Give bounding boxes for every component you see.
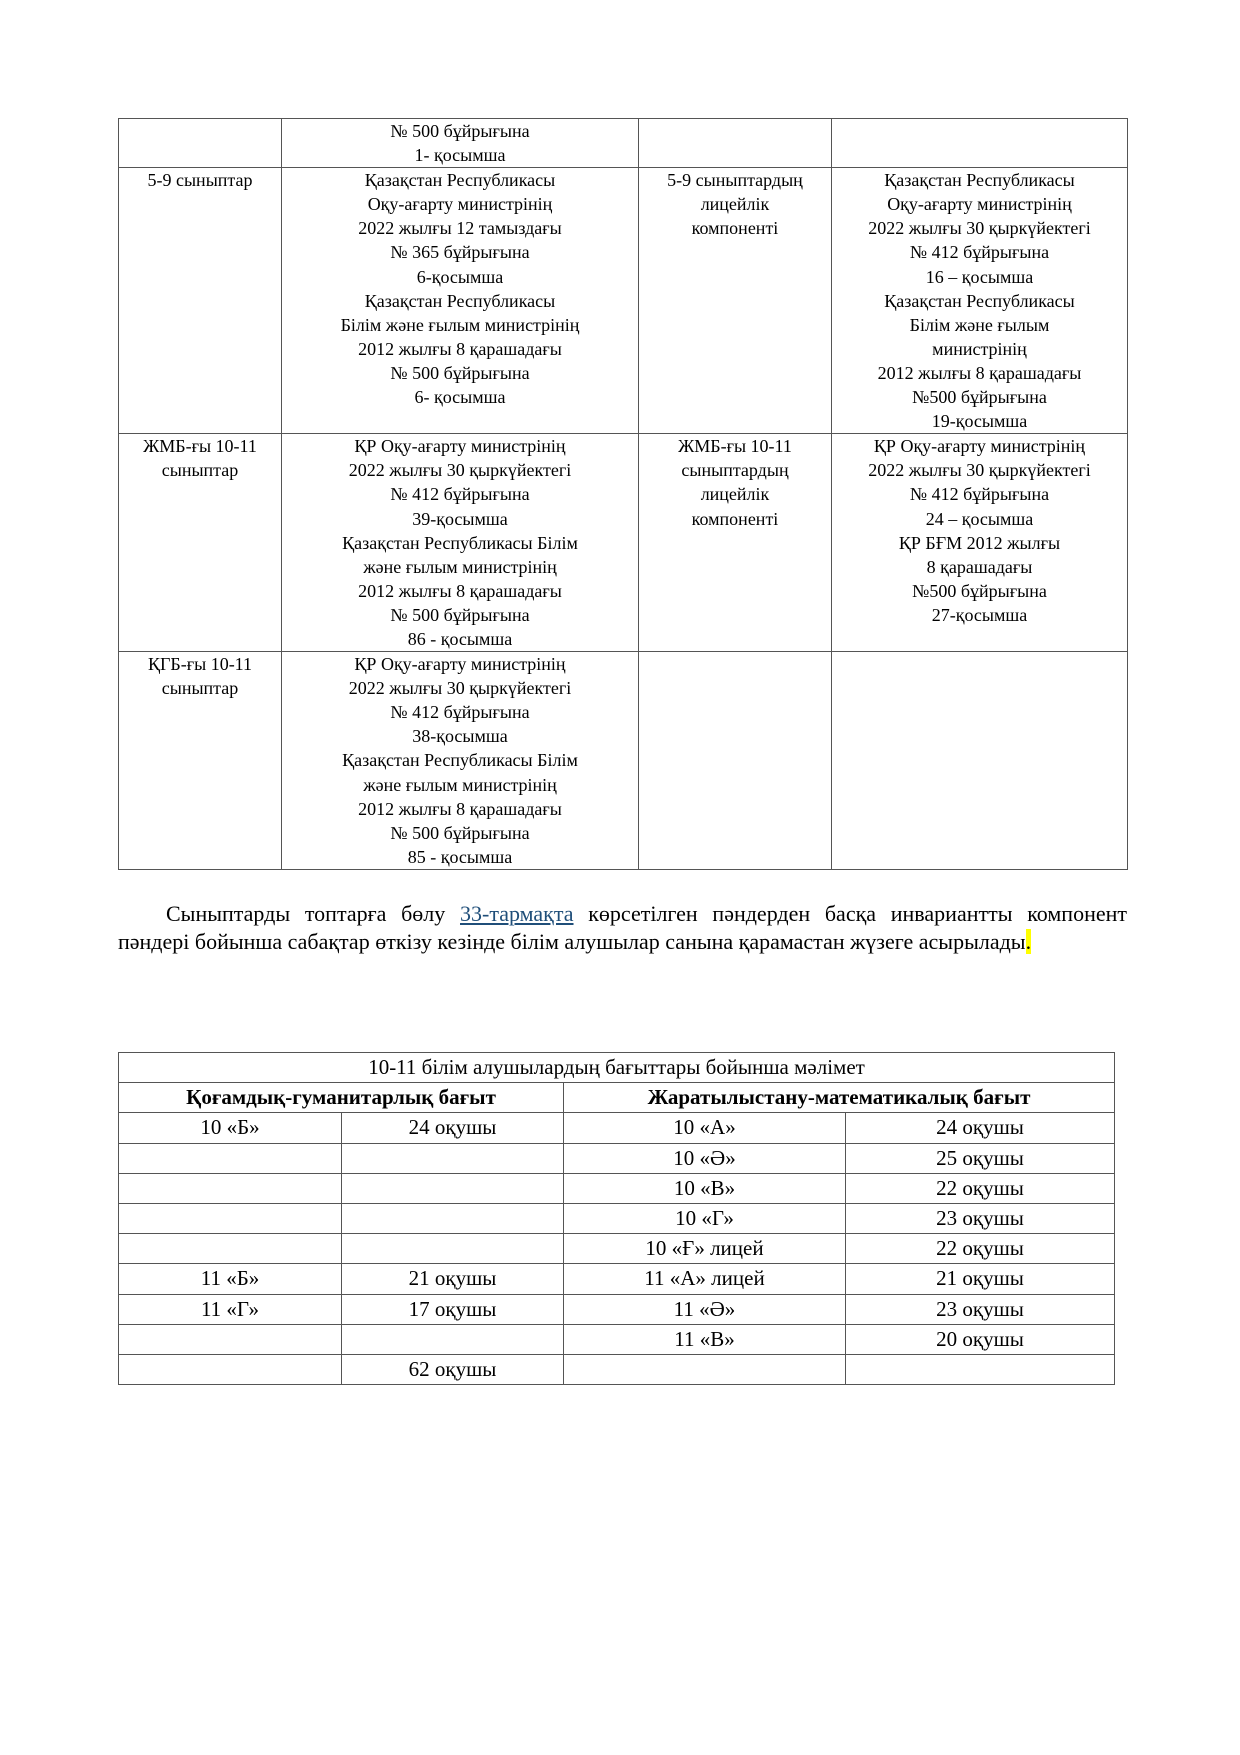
cell-line: № 412 бұйрығына xyxy=(909,242,1050,263)
table-cell: 10 «Б» xyxy=(119,1113,342,1143)
cell-line: ҚР Оқу-ағарту министрінің xyxy=(873,436,1086,457)
table-cell: 25 оқушы xyxy=(846,1143,1115,1173)
table-cell xyxy=(564,1355,846,1385)
cell-line: лицейлік xyxy=(700,484,770,505)
table-row xyxy=(119,1143,1115,1173)
regulations-table xyxy=(118,118,1128,870)
table-cell xyxy=(832,168,1128,434)
cell-line: Білім және ғылым министрінің xyxy=(340,314,580,335)
table-cell xyxy=(119,168,282,434)
cell-line: ЖМБ-ғы 10-11 xyxy=(678,436,792,457)
cell-line: ҚР Оқу-ағарту министрінің xyxy=(354,654,566,675)
cell-line: 6-қосымша xyxy=(416,266,504,287)
header-humanities: Қоғамдық-гуманитарлық бағыт xyxy=(119,1083,564,1113)
cell-line: 6- қосымша xyxy=(414,387,506,408)
table-cell: 23 оқушы xyxy=(846,1294,1115,1324)
table-cell: 11 «В» xyxy=(564,1324,846,1354)
cell-line: ҚГБ-ғы 10-11 xyxy=(147,654,253,675)
cell-line: № 412 бұйрығына xyxy=(390,484,530,505)
table-row xyxy=(119,1173,1115,1203)
table-cell xyxy=(832,434,1128,652)
table-cell: 22 оқушы xyxy=(846,1234,1115,1264)
cell-line: № 412 бұйрығына xyxy=(909,484,1050,505)
table-cell: 23 оқушы xyxy=(846,1204,1115,1234)
table-cell xyxy=(342,1143,564,1173)
table-cell xyxy=(639,434,832,652)
table-row xyxy=(119,1324,1115,1354)
table-cell xyxy=(639,652,832,870)
cell-line: №500 бұйрығына xyxy=(912,387,1047,408)
cell-line: Білім және ғылым xyxy=(909,314,1050,335)
table-cell xyxy=(119,652,282,870)
cell-line: 8 қарашадағы xyxy=(926,556,1033,577)
cell-line: 2022 жылғы 12 тамыздағы xyxy=(358,218,562,239)
table-cell xyxy=(119,1324,342,1354)
cell-line: 5-9 сыныптардың xyxy=(667,170,803,191)
table-cell xyxy=(119,434,282,652)
table-cell: 24 оқушы xyxy=(342,1113,564,1143)
cell-line: 19-қосымша xyxy=(931,411,1028,432)
table-cell xyxy=(846,1355,1115,1385)
cell-line: министрінің xyxy=(932,338,1027,359)
table-cell xyxy=(282,652,639,870)
table-cell: 11 «Ә» xyxy=(564,1294,846,1324)
cell-line: ҚР Оқу-ағарту министрінің xyxy=(354,436,566,457)
cell-line: Оқу-ағарту министрінің xyxy=(887,194,1072,215)
table-cell: 22 оқушы xyxy=(846,1173,1115,1203)
table-cell: 11 «А» лицей xyxy=(564,1264,846,1294)
table-title: 10-11 білім алушылардың бағыттары бойынша мәлімет xyxy=(119,1053,1115,1083)
table-row xyxy=(119,1234,1115,1264)
cell-line: Қазақстан Республикасы Білім xyxy=(342,750,578,771)
cell-line: №500 бұйрығына xyxy=(912,580,1047,601)
cell-line: № 500 бұйрығына xyxy=(390,362,530,383)
table-cell: 10 «Ғ» лицей xyxy=(564,1234,846,1264)
cell-line: 2022 жылғы 30 қыркүйектегі xyxy=(868,218,1091,239)
cell-line: және ғылым министрінің xyxy=(363,774,557,795)
table-row xyxy=(119,1204,1115,1234)
table-cell: 24 оқушы xyxy=(846,1113,1115,1143)
cell-line: 2022 жылғы 30 қыркүйектегі xyxy=(348,678,572,699)
table-cell xyxy=(342,1173,564,1203)
table-cell xyxy=(119,1173,342,1203)
cell-line: 27-қосымша xyxy=(931,604,1028,625)
cell-line: 2012 жылғы 8 қарашадағы xyxy=(358,338,562,359)
table-cell xyxy=(832,119,1128,168)
cell-line: сыныптар xyxy=(161,460,239,481)
table-cell xyxy=(342,1204,564,1234)
cell-line: 24 – қосымша xyxy=(925,508,1034,529)
table-row xyxy=(119,168,1128,434)
table-row xyxy=(119,1355,1115,1385)
cell-line: 2012 жылғы 8 қарашадағы xyxy=(358,580,562,601)
grouping-paragraph xyxy=(118,900,1127,956)
table-cell: 10 «В» xyxy=(564,1173,846,1203)
table-cell xyxy=(119,1355,342,1385)
cell-line: 2012 жылғы 8 қарашадағы xyxy=(358,798,562,819)
table-cell xyxy=(119,1143,342,1173)
table-cell xyxy=(639,119,832,168)
cell-line: ҚР БҒМ 2012 жылғы xyxy=(898,532,1061,553)
highlighted-period: . xyxy=(1025,929,1032,954)
table-cell: 10 «Г» xyxy=(564,1204,846,1234)
paragraph-text-after: көрсетілген пәндерден басқа инвариантты компонент пәндері бойынша сабақтар өткізу кезінде білім алушылар санына қарамастан жүзеге асырылады xyxy=(118,901,1127,954)
student-directions-table xyxy=(118,1052,1115,1385)
cell-line: Қазақстан Республикасы xyxy=(884,290,1075,311)
cell-line: 2022 жылғы 30 қыркүйектегі xyxy=(868,460,1091,481)
table-cell: 21 оқушы xyxy=(342,1264,564,1294)
cell-line: 2022 жылғы 30 қыркүйектегі xyxy=(348,460,572,481)
cell-line: 2012 жылғы 8 қарашадағы xyxy=(877,362,1082,383)
clause-33-link[interactable]: 33-тармақта xyxy=(460,901,574,926)
cell-line: және ғылым министрінің xyxy=(363,556,557,577)
cell-line: № 365 бұйрығына xyxy=(390,242,530,263)
cell-line: № 500 бұйрығына xyxy=(390,822,530,843)
cell-line: № 500 бұйрығына xyxy=(390,604,530,625)
cell-line: Қазақстан Республикасы Білім xyxy=(342,532,578,553)
table-row xyxy=(119,1294,1115,1324)
table-cell xyxy=(832,652,1128,870)
cell-line: 16 – қосымша xyxy=(925,266,1034,287)
cell-line: 38-қосымша xyxy=(412,726,508,747)
table-cell xyxy=(342,1324,564,1354)
table-cell: 11 «Г» xyxy=(119,1294,342,1324)
table-row xyxy=(119,652,1128,870)
table-cell xyxy=(282,168,639,434)
table-row xyxy=(119,1113,1115,1143)
table-cell: 17 оқушы xyxy=(342,1294,564,1324)
table-title-row xyxy=(119,1053,1115,1083)
table-cell xyxy=(282,434,639,652)
cell-line: лицейлік xyxy=(700,194,770,215)
table-cell: 20 оқушы xyxy=(846,1324,1115,1354)
cell-line: Қазақстан Республикасы xyxy=(364,170,556,191)
cell-line: компоненті xyxy=(691,218,779,239)
cell-line: 5-9 сыныптар xyxy=(147,170,253,191)
cell-line: компоненті xyxy=(691,508,779,529)
cell-line: Оқу-ағарту министрінің xyxy=(367,194,553,215)
cell-line: 86 - қосымша xyxy=(407,628,513,649)
cell-line: 39-қосымша xyxy=(412,508,508,529)
table-cell: 62 оқушы xyxy=(342,1355,564,1385)
table-cell xyxy=(119,119,282,168)
cell-line: 85 - қосымша xyxy=(407,846,513,867)
table-cell: 10 «А» xyxy=(564,1113,846,1143)
table-row xyxy=(119,1264,1115,1294)
cell-line: Қазақстан Республикасы xyxy=(364,290,556,311)
table-row xyxy=(119,119,1128,168)
table-cell: 11 «Б» xyxy=(119,1264,342,1294)
table-cell xyxy=(639,168,832,434)
cell-line: ЖМБ-ғы 10-11 xyxy=(143,436,257,457)
cell-line: 1- қосымша xyxy=(414,145,506,166)
table-row xyxy=(119,434,1128,652)
table-cell xyxy=(282,119,639,168)
cell-line: Қазақстан Республикасы xyxy=(884,170,1075,191)
table-cell: 10 «Ә» xyxy=(564,1143,846,1173)
table-cell xyxy=(119,1204,342,1234)
cell-line: сыныптар xyxy=(161,678,239,699)
table-cell xyxy=(342,1234,564,1264)
table-cell: 21 оқушы xyxy=(846,1264,1115,1294)
paragraph-text-before: Сыныптарды топтарға бөлу xyxy=(166,901,460,926)
cell-line: сыныптардың xyxy=(681,460,789,481)
table-cell xyxy=(119,1234,342,1264)
header-natural-math: Жаратылыстану-математикалық бағыт xyxy=(564,1083,1115,1113)
cell-line: № 412 бұйрығына xyxy=(390,702,530,723)
table-header-row xyxy=(119,1083,1115,1113)
cell-line: № 500 бұйрығына xyxy=(390,121,530,141)
